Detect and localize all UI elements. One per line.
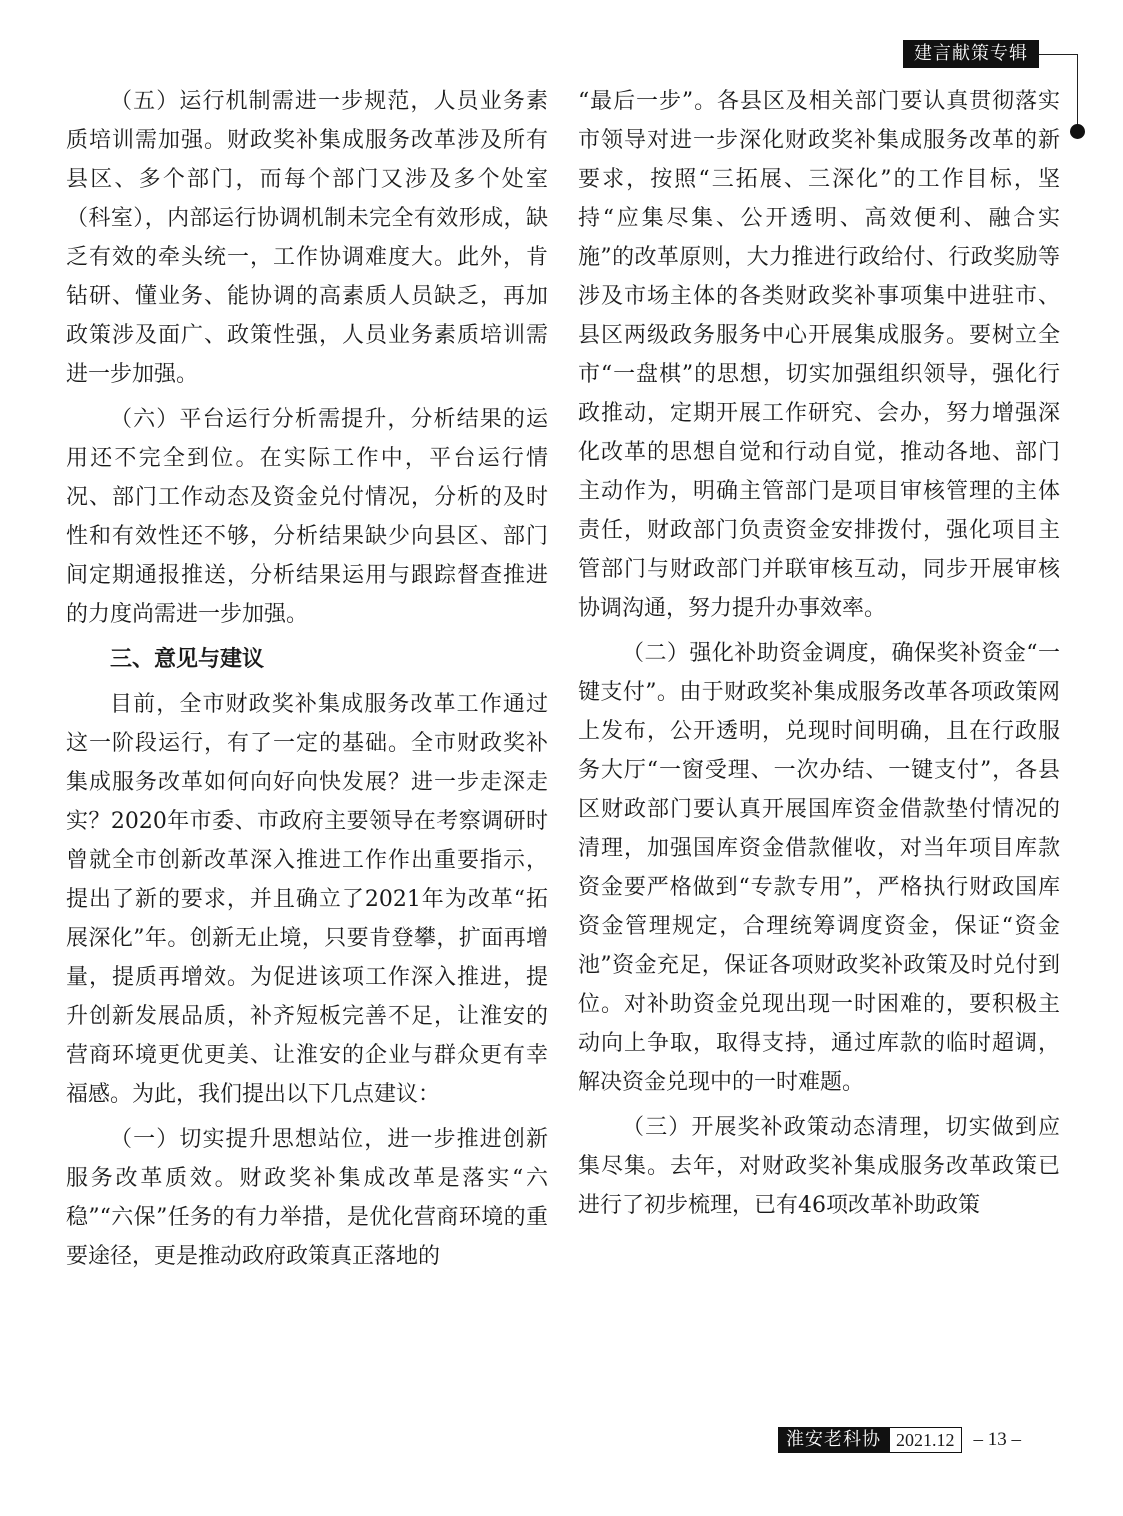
header-rule-horizontal [1039, 54, 1078, 55]
issue-number: 2021.12 [889, 1427, 962, 1453]
paragraph-platform-analysis: （六）平台运行分析需提升，分析结果的运用还不完全到位。在实际工作中，平台运行情况、部门工作动态及资金兑付情况，分析的及时性和有效性还不够，分析结果缺少向县区、部门间定期通报推送，分析结果运用与跟踪督查推进的力度尚需进一步加强。 [66, 407, 548, 627]
page-footer [778, 1427, 1021, 1453]
left-column [66, 82, 548, 1276]
paragraph-suggestion-one-continued: “最后一步”。各县区及相关部门要认真贯彻落实市领导对进一步深化财政奖补集成服务改革的新要求，按照“三拓展、三深化”的工作目标，坚持“应集尽集、公开透明、高效便利、融合实施”的改革原则，大力推进行政给付、行政奖励等涉及市场主体的各类财政奖补事项集中进驻市、县区两级政务服务中心开展集成服务。要树立全市“一盘棋”的思想，切实加强组织领导，强化行政推动，定期开展工作研究、会办，努力增强深化改革的思想自觉和行动自觉，推动各地、部门主动作为，明确主管部门是项目审核管理的主体责任，财政部门负责资金安排拨付，强化项目主管部门与财政部门并联审核互动，同步开展审核协调沟通，努力提升办事效率。 [578, 89, 1060, 621]
section-tag: 建言献策专辑 [903, 40, 1039, 68]
journal-name: 淮安老科协 [778, 1427, 889, 1453]
header-rule-vertical [1077, 54, 1078, 132]
paragraph-operation-mechanism: （五）运行机制需进一步规范，人员业务素质培训需加强。财政奖补集成服务改革涉及所有县区、多个部门，而每个部门又涉及多个处室（科室），内部运行协调机制未完全有效形成，缺乏有效的牵头统一，工作协调难度大。此外，肯钻研、懂业务、能协调的高素质人员缺乏，再加政策涉及面广、政策性强，人员业务素质培训需进一步加强。 [66, 89, 548, 387]
paragraph-suggestion-one: （一）切实提升思想站位，进一步推进创新服务改革质效。财政奖补集成改革是落实“六稳”“六保”任务的有力举措，是优化营商环境的重要途径，更是推动政府政策真正落地的 [66, 1127, 548, 1269]
paragraph-intro-suggestions: 目前，全市财政奖补集成服务改革工作通过这一阶段运行，有了一定的基础。全市财政奖补集成服务改革如何向好向快发展？进一步走深走实？2020年市委、市政府主要领导在考察调研时曾就全市创新改革深入推进工作作出重要指示，提出了新的要求，并且确立了2021年为改革“拓展深化”年。创新无止境，只要肯登攀，扩面再增量，提质再增效。为促进该项工作深入推进，提升创新发展品质，补齐短板完善不足，让淮安的营商环境更优更美、让淮安的企业与群众更有幸福感。为此，我们提出以下几点建议： [66, 692, 548, 1107]
page-number: – 13 – [973, 1429, 1021, 1450]
paragraph-suggestion-three: （三）开展奖补政策动态清理，切实做到应集尽集。去年，对财政奖补集成服务改革政策已进行了初步梳理，已有46项改革补助政策 [578, 1115, 1060, 1218]
paragraph-suggestion-two: （二）强化补助资金调度，确保奖补资金“一键支付”。由于财政奖补集成服务改革各项政策网上发布，公开透明，兑现时间明确，且在行政服务大厅“一窗受理、一次办结、一键支付”，各县区财政部门要认真开展国库资金借款垫付情况的清理，加强国库资金借款催收，对当年项目库款资金要严格做到“专款专用”，严格执行财政国库资金管理规定，合理统筹调度资金，保证“资金池”资金充足，保证各项财政奖补政策及时兑付到位。对补助资金兑现出现一时困难的，要积极主动向上争取，取得支持，通过库款的临时超调，解决资金兑现中的一时难题。 [578, 641, 1060, 1095]
right-column [578, 82, 1060, 1225]
section-heading-suggestions: 三、意见与建议 [110, 647, 265, 672]
header-dot-icon [1070, 124, 1085, 139]
